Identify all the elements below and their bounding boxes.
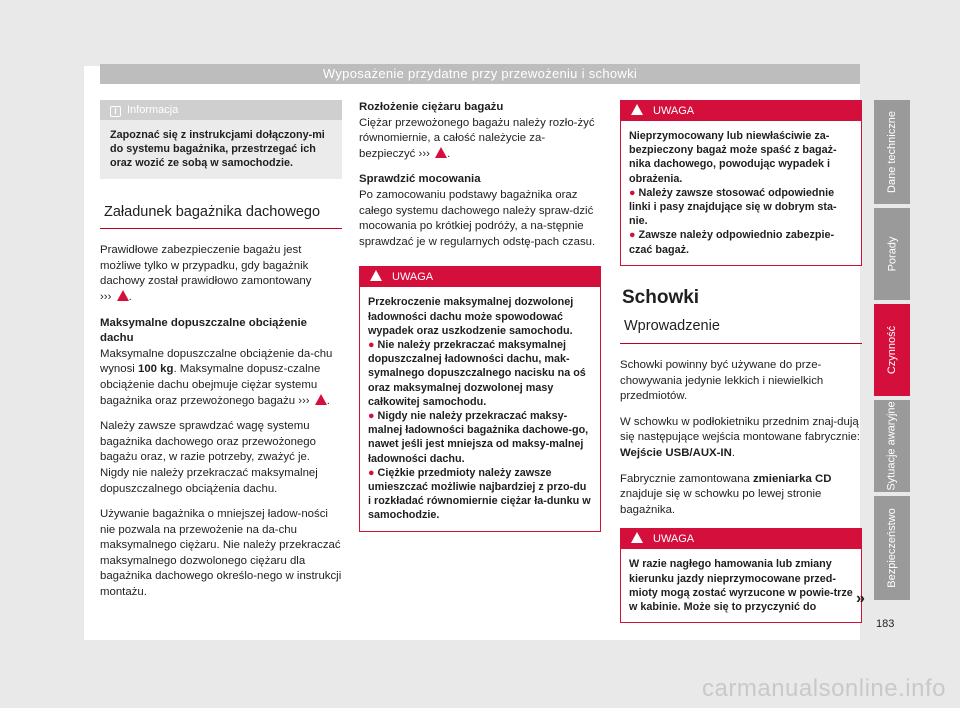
warning-intro: Przekroczenie maksymalnej dozwolonej ładowności dachu może spowodować wypadek oraz uszkodzenie samochodu.	[368, 296, 574, 337]
paragraph-text: W schowku w podłokietniku przednim znaj-dują się następujące wejścia montowane fabrycznie:	[620, 415, 860, 444]
warning-icon	[370, 270, 382, 281]
warning-label: UWAGA	[392, 271, 434, 284]
page-number: 183	[876, 618, 895, 630]
info-text: Zapoznać się z instrukcjami dołączony-mi do systemu bagażnika, przestrzegać ich oraz wozić ze sobą w samochodzie.	[110, 129, 325, 170]
paragraph: Po zamocowaniu podstawy bagażnika oraz całego systemu dachowego należy spraw-dzić mocowania po krótkiej podróży, a na-stępnie sprawdzać je w regularnych odstę-pach czasu.	[359, 188, 596, 248]
warning-item	[368, 409, 592, 466]
bold-value: 100 kg	[138, 363, 174, 376]
paragraph	[620, 472, 862, 519]
paragraph: Prawidłowe zabezpieczenie bagażu jest możliwe tylko w przypadku, gdy bagażnik dachowy został prawidłowo zamontowany ››› .	[100, 244, 312, 303]
paragraph: Używanie bagażnika o mniejszej ładow-ności nie pozwala na przewożenie na da-chu maksymalnego ciężaru. Nie należy przekraczać maksymalnego dozwolonego ciężaru dla bagażnika dachowego określo-nego w instrukcji montażu.	[100, 508, 342, 599]
info-icon: i	[110, 106, 121, 117]
paragraph: Należy zawsze sprawdzać wagę systemu bagażnika dachowego oraz przewożonego bagażu oraz, w razie potrzeby, zważyć je. Nigdy nie należy przekraczać maksymalnej dopuszczalnego obciążenia dachu.	[100, 420, 318, 495]
bullet-icon: ●	[629, 229, 636, 242]
subheading: Maksymalne dopuszczalne obciążenie dachu	[100, 316, 308, 345]
tab-label: Czynność	[886, 325, 899, 375]
column-1	[100, 100, 342, 611]
info-box	[100, 100, 342, 179]
bullet-icon: ●	[368, 466, 375, 479]
paragraph	[620, 415, 862, 462]
paragraph: Ciężar przewożonego bagażu należy rozło-żyć równomiernie, a całość należycie za-bezpieczyć ››› .	[359, 116, 595, 160]
paragraph-text: .	[731, 446, 735, 459]
subheading: Sprawdzić mocowania	[359, 173, 481, 186]
ref-arrow[interactable]: ›››	[100, 290, 112, 303]
continue-arrow-icon: »	[856, 590, 865, 607]
paragraph: Schowki powinny być używane do prze-chowywania jedynie lekkich i niewielkich przedmiotów.	[620, 359, 824, 403]
bold-value: zmieniarka CD	[752, 472, 832, 485]
paragraph: Maksymalne dopuszczalne obciążenie da-chu wynosi 100 kg. Maksymalne dopusz-czalne obciążenie dachu obejmuje ciężar systemu bagażnika oraz przewożonego bagażu ››› .	[100, 347, 333, 407]
warning-item-text: Nigdy nie należy przekraczać maksy-malnej ładowności bagażnika dachowe-go, nawet jeśli jest mniejsza od maksy-malnej ładowności dachu.	[368, 409, 589, 465]
info-box-header	[100, 100, 342, 120]
warning-intro: Nieprzymocowany lub niewłaściwie za-bezpieczony bagaż może spaść z bagaż-nika dachowego, powodując wypadek i obrażenia.	[629, 130, 837, 185]
paragraph-text: Ciężar przewożonego bagażu należy rozło-żyć równomiernie, a całość należycie za-bezpieczyć	[359, 116, 595, 160]
info-label: Informacja	[127, 104, 179, 116]
column-2	[359, 100, 601, 556]
bullet-icon: ●	[368, 338, 375, 351]
warning-icon	[631, 104, 643, 115]
warning-item	[368, 338, 592, 409]
warning-icon	[631, 532, 643, 543]
column-3	[620, 100, 862, 647]
warning-body	[360, 287, 600, 530]
warning-text: W razie nagłego hamowania lub zmiany kierunku jazdy nieprzymocowane przed-mioty mogą zostać wyrzucone w powie-trze w kabinie. Może się to przyczynić do	[629, 558, 853, 613]
tab-porady[interactable]	[874, 208, 910, 300]
warning-item-text: Należy zawsze stosować odpowiednie linki i pasy znajdujące się w dobrym sta-nie.	[629, 186, 837, 228]
page-header: Wyposażenie przydatne przy przewożeniu i schowki	[100, 64, 860, 84]
paragraph-text: znajduje się w schowku po lewej stronie bagażnika.	[620, 488, 822, 516]
bold-value: Wejście USB/AUX-IN	[620, 446, 732, 459]
warning-item	[629, 186, 853, 229]
warning-box-header	[621, 529, 861, 549]
warning-item-text: Ciężkie przedmioty należy zawsze umieszczać możliwie najbardziej z przo-du i rozkładać równomiernie ciężar ła-dunku w samochodzie.	[368, 466, 591, 522]
warning-box	[620, 528, 862, 623]
warning-triangle-icon	[117, 290, 129, 301]
subheading: Rozłożenie ciężaru bagażu	[359, 101, 504, 113]
warning-box-header	[621, 101, 861, 121]
bullet-icon: ●	[368, 409, 375, 422]
ref-arrow[interactable]: ›››	[298, 394, 310, 407]
warning-triangle-icon	[315, 394, 327, 405]
watermark: carmanualsonline.info	[702, 675, 946, 702]
paragraph-text: . Maksymalne dopusz-czalne obciążenie dachu obejmuje ciężar systemu bagażnika oraz przewożonego bagażu	[100, 363, 321, 407]
warning-label: UWAGA	[653, 105, 695, 117]
tab-dane-techniczne[interactable]	[874, 100, 910, 204]
tab-label: Porady	[885, 236, 898, 272]
warning-item-text: Zawsze należy odpowiednio zabezpie-czać bagaż.	[629, 229, 835, 256]
warning-box	[620, 100, 862, 266]
tab-label: Bezpieczeństwo	[886, 508, 898, 588]
tab-czynnosc[interactable]	[874, 304, 910, 396]
warning-box-header	[360, 267, 600, 287]
warning-box	[359, 266, 601, 531]
ref-arrow[interactable]: ›››	[418, 147, 430, 160]
paragraph-text: Fabrycznie zamontowana	[620, 472, 750, 485]
tab-label: Sytuacje awaryjne	[886, 401, 898, 491]
warning-triangle-icon	[435, 147, 447, 158]
tab-sytuacje-awaryjne[interactable]	[874, 400, 910, 492]
warning-label: UWAGA	[653, 533, 695, 546]
paragraph-text: Maksymalne dopuszczalne obciążenie da-chu wynosi	[100, 347, 333, 376]
paragraph-text: Prawidłowe zabezpieczenie bagażu jest możliwe tylko w przypadku, gdy bagażnik dachowy został prawidłowo zamontowany	[100, 244, 312, 288]
bullet-icon: ●	[629, 186, 636, 199]
warning-item	[368, 466, 592, 523]
section-title: Wprowadzenie	[620, 319, 862, 344]
warning-item	[629, 228, 853, 256]
tab-label: Dane techniczne	[886, 111, 899, 193]
warning-item-text: Nie należy przekraczać maksymalnej dopuszczalnej ładowności dachu, mak-symalnego dopuszczalnego nacisku na oś oraz maksymalnej dozwolonej masy całkowitej samochodu.	[368, 338, 586, 408]
section-title: Załadunek bagażnika dachowego	[100, 205, 342, 230]
warning-body	[621, 121, 861, 265]
chapter-tabs	[874, 100, 910, 604]
tab-bezpieczenstwo[interactable]	[874, 496, 910, 600]
chapter-title: Schowki	[622, 286, 700, 308]
